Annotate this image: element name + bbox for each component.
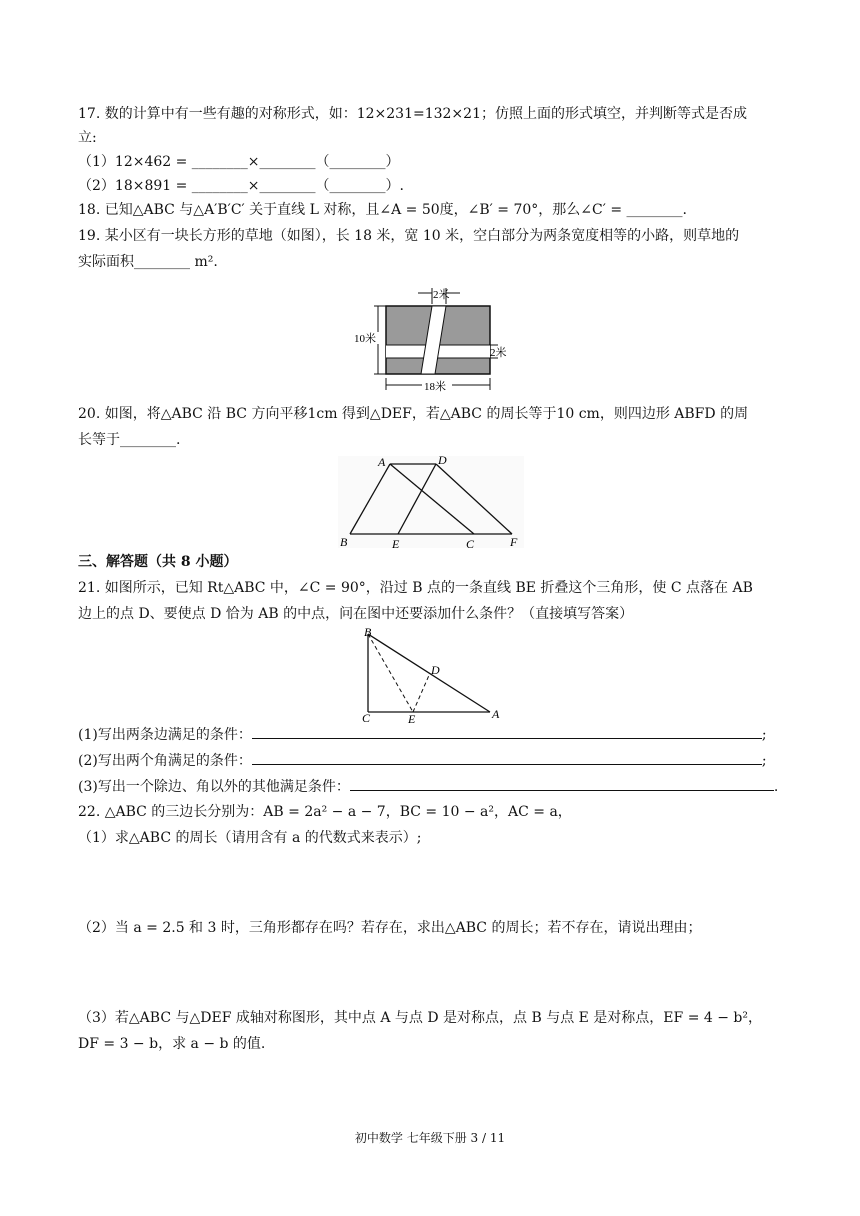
q22-sub1: （1）求△ABC 的周长（请用含有 a 的代数式来表示）; [78,830,422,846]
label-E: E [392,537,400,550]
label-A: A [492,707,500,721]
answer-blank[interactable] [252,724,762,739]
q18-line1: 18. 已知△ABC 与△A′B′C′ 关于直线 L 对称，且∠A = 50度，∠B′ = 70°，那么∠C′ = ________. [78,202,687,218]
q17-sub2: （2）18×891 = ________×________（________）. [78,178,404,194]
q22-sub3-line2: DF = 3 − b，求 a − b 的值. [78,1036,266,1052]
q20-line2: 长等于________. [78,432,181,448]
label-C: C [466,537,475,550]
q21-line1: 21. 如图所示，已知 Rt△ABC 中，∠C = 90°，沿过 B 点的一条直线 BE 折叠这个三角形，使 C 点落在 AB [78,580,753,596]
q21-sub3: (3)写出一个除边、角以外的其他满足条件： . [78,776,778,797]
q22-sub3-line1: （3）若△ABC 与△DEF 成轴对称图形，其中点 A 与点 D 是对称点，点 B 与点 E 是对称点，EF = 4 − b²， [78,1010,762,1026]
label-E: E [408,712,416,724]
label-D: D [431,663,440,677]
label-top: 2米 [433,289,450,301]
q20-line1: 20. 如图，将△ABC 沿 BC 方向平移1cm 得到△DEF，若△ABC 的周长等于10 cm，则四边形 ABFD 的周 [78,406,749,422]
q17-line2: 立: [78,130,97,146]
answer-blank[interactable] [350,776,774,791]
label-A: A [378,455,386,469]
q22-line1: 22. △ABC 的三边长分别为：AB = 2a² − a − 7，BC = 10 − a²，AC = a， [78,804,572,820]
q19-line1: 19. 某小区有一块长方形的草地（如图），长 18 米，宽 10 米，空白部分为两条宽度相等的小路，则草地的 [78,228,740,244]
page-footer: 初中数学 七年级下册 3 / 11 [354,1131,506,1145]
q20-translation-figure [336,454,526,550]
q19-lawn-figure [348,284,508,398]
label-left: 10米 [354,333,376,345]
q17-sub1: （1）12×462 = ________×________（________） [78,154,400,170]
section-title: 三、解答题（共 8 小题） [78,554,238,570]
q21-sub1: (1)写出两条边满足的条件： ; [78,724,767,745]
label-D: D [438,454,447,467]
label-B: B [340,535,348,549]
label-B: B [364,626,372,639]
q17-line1: 17. 数的计算中有一些有趣的对称形式，如：12×231=132×21；仿照上面的形式填空，并判断等式是否成 [78,106,747,122]
answer-blank[interactable] [252,750,762,765]
label-right: 2米 [490,347,507,359]
q21-sub2: (2)写出两个角满足的条件： ; [78,750,767,771]
q21-fold-figure [358,626,504,724]
q19-line2: 实际面积________ m². [78,254,218,270]
q22-sub2: （2）当 a = 2.5 和 3 时，三角形都存在吗？若存在，求出△ABC 的周长；若不存在，请说出理由； [78,920,702,936]
label-C: C [362,711,371,724]
label-F: F [510,535,518,549]
q21-line2: 边上的点 D、要使点 D 恰为 AB 的中点，问在图中还要添加什么条件？（直接填写答案） [78,606,634,622]
label-bottom: 18米 [424,381,446,393]
